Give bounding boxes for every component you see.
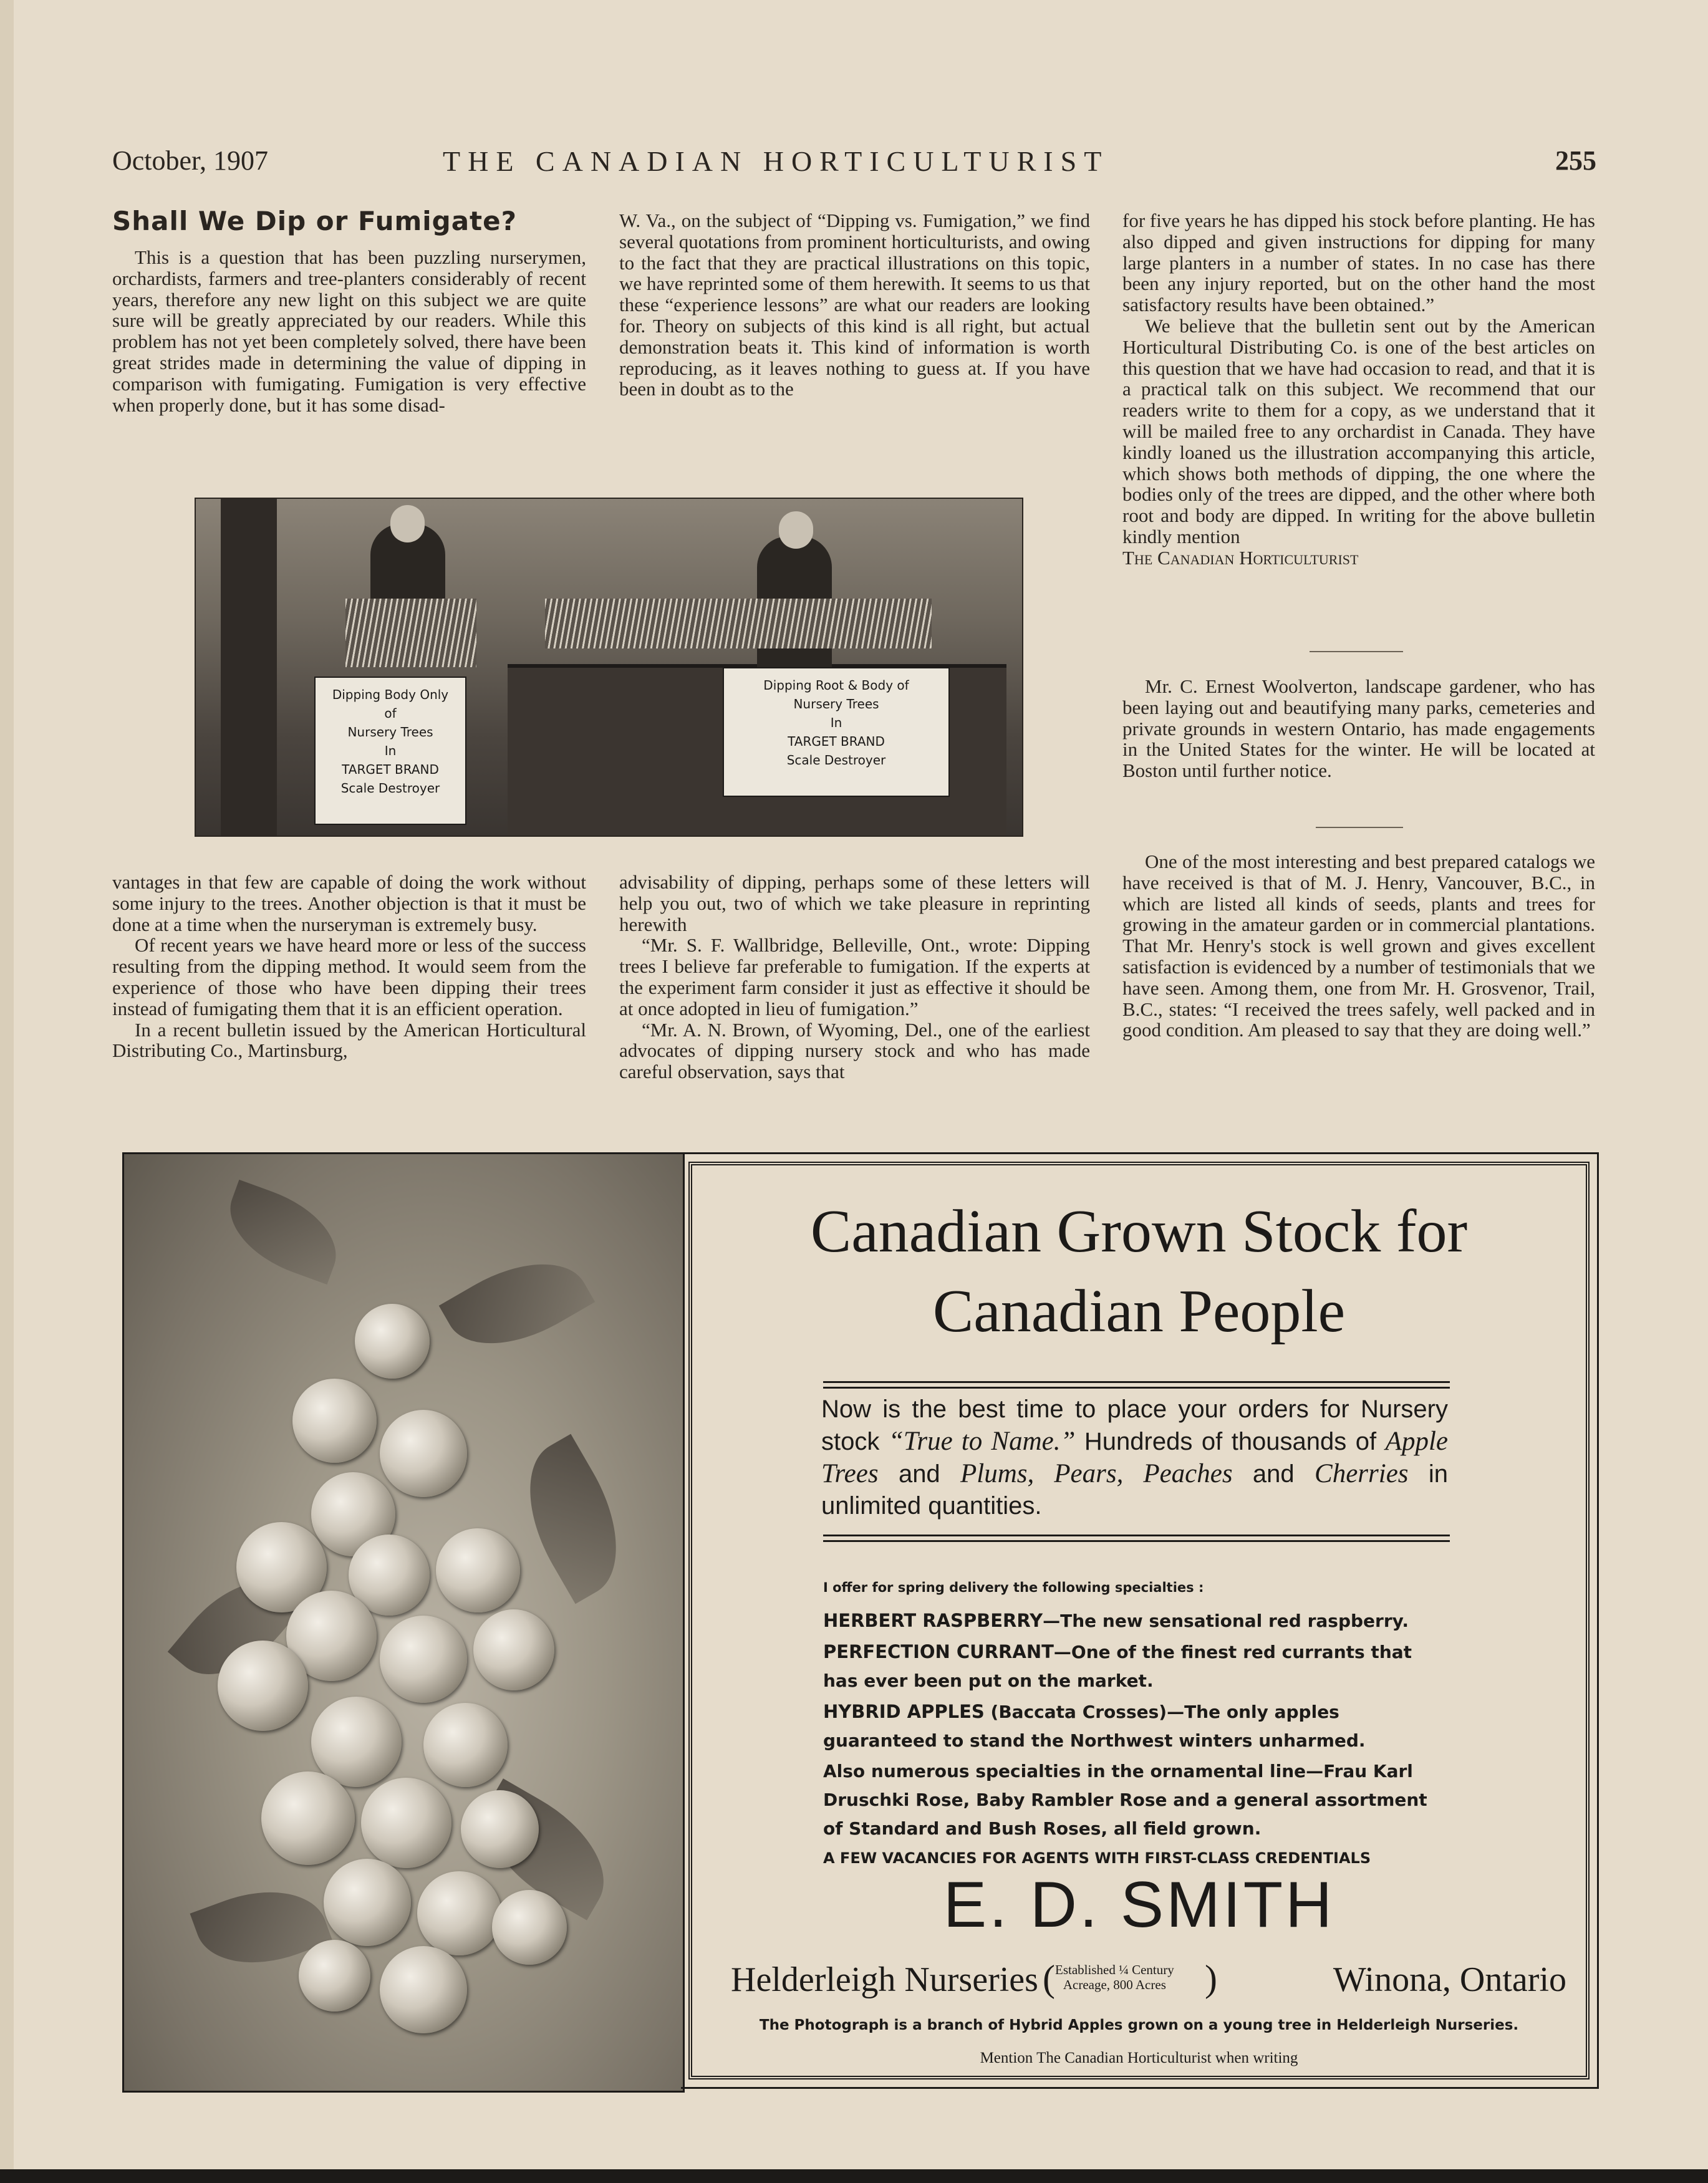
hybrid-apples-photo xyxy=(122,1152,685,2093)
ad-headline-line1: Canadian Grown Stock for xyxy=(810,1198,1468,1265)
apple xyxy=(436,1528,520,1612)
paragraph: for five years he has dipped his stock before planting. He has also dipped and given instructions for dipping for many large planters in a number of states. In no case has there been any injury reported, but on the other hand the most satisfactory results have been obtained.” xyxy=(1122,210,1595,316)
apple xyxy=(380,1410,467,1497)
paragraph: vantages in that few are capable of doing the work without some injury to the trees. Another objection is that it must be done at a time when the nurseryman is extremely busy. xyxy=(112,871,586,935)
sign-line: Scale Destroyer xyxy=(340,781,440,796)
mention-line: Mention The Canadian Horticulturist when writing xyxy=(980,2050,1298,2066)
apple xyxy=(380,1616,467,1703)
text-italic: “True to Name.” xyxy=(888,1427,1076,1456)
advertisement xyxy=(681,1152,1599,2089)
paragraph: “Mr. S. F. Wallbridge, Belleville, Ont., wrote: Dipping trees I believe far preferable to fumigation. If the experts at the experiment farm consider it just as effective it should be at once adopted in lieu of fumigation.” xyxy=(619,934,1090,1019)
magazine-title: THE CANADIAN HORTICULTURIST xyxy=(443,145,1109,177)
apple xyxy=(355,1304,430,1379)
separator xyxy=(1316,827,1403,828)
leaf xyxy=(216,1180,350,1284)
sign-left xyxy=(314,677,466,825)
article-col2-bottom xyxy=(619,872,1090,1082)
sign-line: Dipping Root & Body of xyxy=(763,678,909,693)
paragraph: We believe that the bulletin sent out by the American Horticultural Distributing Co. is one of the best articles on this question that we have had occasion to read, and that it is a practical talk on this subject. We recommend that our readers write to them for a copy, as we understand that it will be mailed free to any orchardist in Canada. They have kindly loaned us the illustration accompanying this article, which shows both methods of dipping, the one where the bodies only of the trees are dipped, and the other where both root and body are dipped. In writing for the above bulletin kindly mention xyxy=(1122,314,1595,547)
apple xyxy=(380,1946,467,2033)
text: in unlimited quantities. xyxy=(821,1460,1448,1520)
paragraph: One of the most interesting and best prepared catalogs we have received is that of M. J. Henry, Vancouver, B.C., in which are listed all kinds of seeds, plants and trees for growing in the amateur garden or in commercial plantations. That Mr. Henry's stock is well grown and gives excellent satisfaction is evidenced by a number of testimonials that we have seen. Among them, one from Mr. H. Grosvenor, Trail, B.C., states: “I received the trees safely, well packed and in good condition. Am pleased to say that they are doing well.” xyxy=(1122,851,1595,1041)
ad-lead xyxy=(821,1394,1448,1522)
sign-line: Scale Destroyer xyxy=(786,753,886,768)
paragraph: Of recent years we have heard more or less of the success resulting from the dipping method. It would seem from the experience of those who have been dipping their trees instead of fumigating them that it is an efficient operation. xyxy=(112,934,586,1019)
offer-item xyxy=(823,1637,1450,1695)
ad-headline xyxy=(681,1192,1597,1351)
photo-caption: The Photograph is a branch of Hybrid Apples grown on a young tree in Helderleigh Nurseries. xyxy=(759,2017,1519,2033)
company-name: E. D. SMITH xyxy=(943,1869,1335,1941)
text-italic: Cherries xyxy=(1315,1459,1409,1488)
sign-line: Dipping Body Only xyxy=(332,687,449,702)
location: Winona, Ontario xyxy=(1333,1960,1566,1999)
paragraph: W. Va., on the subject of “Dipping vs. Fumigation,” we find several quotations from prominent horticulturists, and owing to the fact that they are practical illustrations on this topic, we have reprinted some of them herewith. It seems to us that these “experience lessons” are what our readers are looking for. Theory on subjects of this kind is all right, but actual demonstration beats it. This kind of information is worth reproducing, as it leaves nothing to guess at. If you have been in doubt as to the xyxy=(619,210,1090,400)
ad-rule-mid xyxy=(823,1535,1450,1542)
item-name: PERFECTION CURRANT xyxy=(823,1641,1054,1662)
photo-head-left xyxy=(390,505,425,542)
offer-item xyxy=(823,1757,1450,1843)
paren-open: ( xyxy=(1043,1958,1055,1999)
sign-line: Nursery Trees xyxy=(793,696,879,711)
article-title: Shall We Dip or Fumigate? xyxy=(112,206,517,236)
note-woolverton xyxy=(1122,676,1595,781)
item-desc: (Baccata Crosses)—The only apples guaranteed to stand the Northwest winters unharmed. xyxy=(823,1702,1366,1751)
text: Hundreds of thousands of xyxy=(1075,1428,1386,1455)
article-col1-top xyxy=(112,247,586,415)
item-name: HYBRID APPLES xyxy=(823,1701,985,1722)
leaf xyxy=(439,1237,596,1371)
company-address xyxy=(731,1960,1566,1997)
sign-line: TARGET BRAND xyxy=(788,734,885,749)
photo-trees-left xyxy=(345,599,476,667)
item-name: HERBERT RASPBERRY xyxy=(823,1610,1043,1631)
paragraph: Mr. C. Ernest Woolverton, landscape gardener, who has been laying out and beautifying many parks, cemeteries and private grounds in western Ontario, has made engagements in the United States for the winter. He will be located at Boston until further notice. xyxy=(1122,675,1595,782)
established-note xyxy=(1055,1962,1174,1992)
photo-head-right xyxy=(779,511,813,549)
photo-post xyxy=(221,499,277,836)
apple xyxy=(461,1790,539,1868)
offer-item xyxy=(823,1697,1450,1755)
item-desc: Also numerous specialties in the ornamental line—Frau Karl Druschki Rose, Baby Rambler Rose and a general assortment of Standard and Bush Roses, all field grown. xyxy=(823,1761,1427,1839)
apple xyxy=(423,1703,508,1787)
apple xyxy=(261,1771,355,1865)
ad-offer xyxy=(823,1580,1450,1867)
scan-bottom-edge xyxy=(0,2169,1708,2183)
article-col3-top xyxy=(1122,210,1595,569)
offer-intro: I offer for spring delivery the following specialties : xyxy=(823,1580,1204,1595)
note-henry xyxy=(1122,851,1595,1041)
sign-line: of xyxy=(384,706,397,721)
acreage-line: Acreage, 800 Acres xyxy=(1063,1977,1166,1992)
apple xyxy=(292,1379,377,1463)
signature: The Canadian Horticulturist xyxy=(1122,546,1359,569)
issue-date: October, 1907 xyxy=(112,145,268,176)
apple xyxy=(492,1890,567,1965)
page-number: 255 xyxy=(1555,145,1596,176)
item-desc: —One of the finest red currants that has ever been put on the market. xyxy=(823,1642,1412,1691)
paragraph: In a recent bulletin issued by the American Horticultural Distributing Co., Martinsburg, xyxy=(112,1018,586,1062)
photo-trees-right xyxy=(545,599,932,648)
text: Now is the best time to place your orders for Nursery stock xyxy=(821,1395,1448,1455)
ad-headline-line2: Canadian People xyxy=(932,1278,1346,1345)
item-desc: —The new sensational red raspberry. xyxy=(1043,1611,1409,1631)
nursery-name: Helderleigh Nurseries xyxy=(731,1960,1038,1999)
apple xyxy=(417,1871,501,1955)
established-line: Established ¼ Century xyxy=(1055,1962,1174,1977)
separator xyxy=(1310,651,1403,652)
sign-line: In xyxy=(830,715,842,730)
offer-item xyxy=(823,1606,1450,1636)
apple xyxy=(299,1940,370,2012)
ad-rule-top xyxy=(823,1381,1450,1389)
text-italic: Apple Trees xyxy=(821,1427,1448,1488)
apple xyxy=(361,1778,451,1868)
dipping-photo xyxy=(195,498,1023,837)
apple xyxy=(473,1609,554,1690)
sign-line: TARGET BRAND xyxy=(342,762,439,777)
paragraph: advisability of dipping, perhaps some of these letters will help you out, two of which we take pleasure in reprinting herewith xyxy=(619,871,1090,935)
apple xyxy=(324,1859,411,1946)
article-col2-top xyxy=(619,210,1090,400)
text-italic: Plums, Pears, Peaches xyxy=(960,1459,1233,1488)
paren-close: ) xyxy=(1205,1958,1217,1999)
text: and xyxy=(1232,1460,1315,1488)
paragraph: This is a question that has been puzzling nurserymen, orchardists, farmers and tree-planters considerably of recent years, therefore any new light on this subject we are quite sure will be greatly appreciated by our readers. While this problem has not yet been completely solved, there have been great strides made in determining the value of dipping in comparison with fumigating. Fumigation is very effective when properly done, but it has some disad- xyxy=(112,246,586,416)
article-col1-bottom xyxy=(112,872,586,1061)
page-binding-edge xyxy=(0,0,14,2183)
sign-right xyxy=(723,667,950,797)
paragraph: “Mr. A. N. Brown, of Wyoming, Del., one of the earliest advocates of dipping nursery stock and who has made careful observation, says that xyxy=(619,1018,1090,1083)
apple xyxy=(311,1697,402,1787)
sign-line: Nursery Trees xyxy=(347,725,433,740)
text: and xyxy=(878,1460,961,1488)
apple xyxy=(218,1641,308,1731)
leaf xyxy=(501,1434,646,1604)
page-header xyxy=(112,145,1596,188)
agents-notice: A FEW VACANCIES FOR AGENTS WITH FIRST-CLASS CREDENTIALS xyxy=(823,1849,1371,1867)
sign-line: In xyxy=(384,743,397,758)
